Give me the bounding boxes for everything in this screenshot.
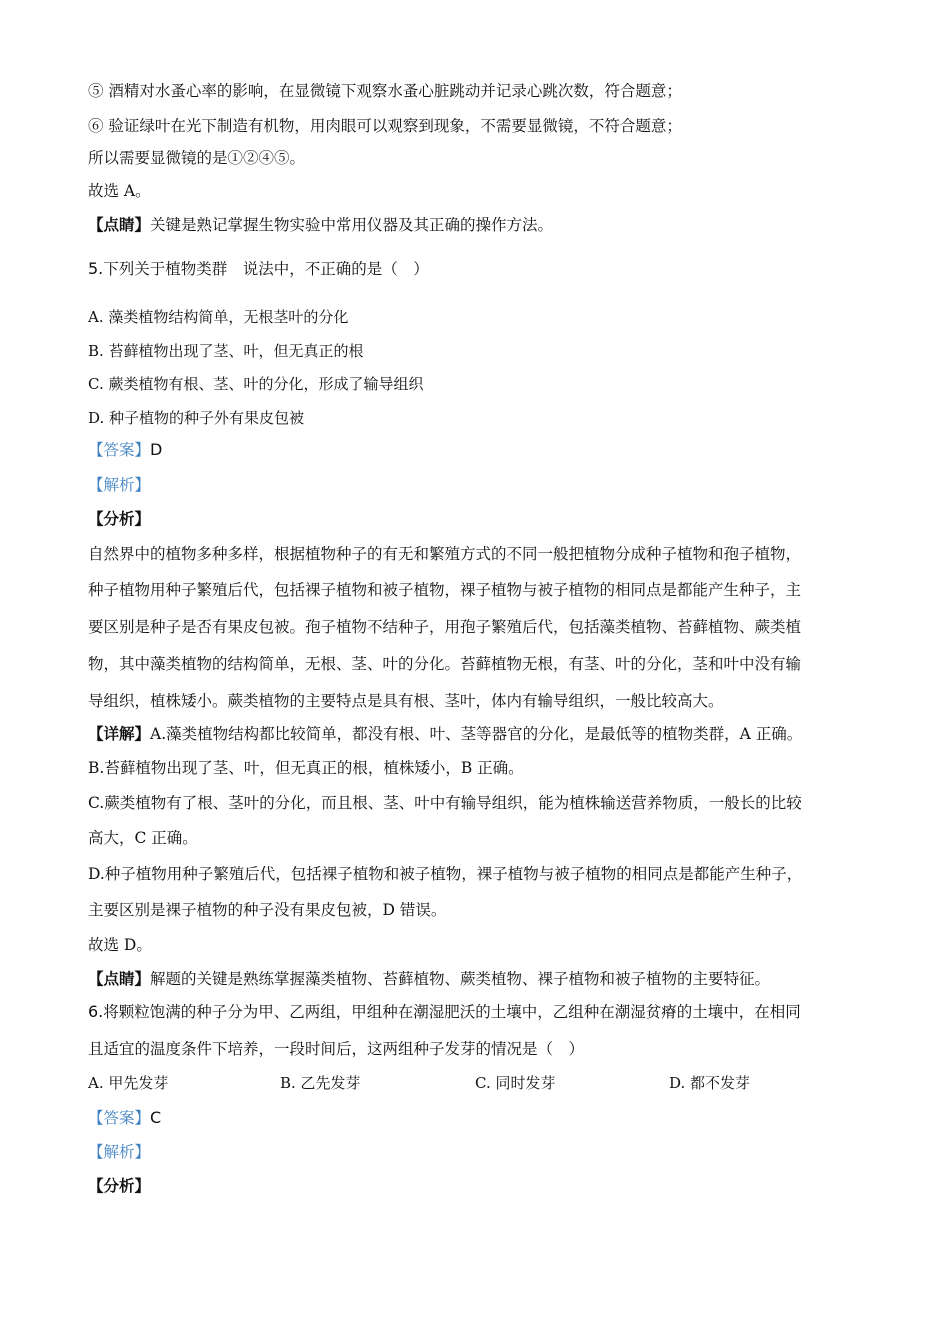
detail-paragraph xyxy=(88,723,910,745)
option-c: C. 同时发芽 xyxy=(475,1074,556,1092)
detail-line: 主要区别是裸子植物的种子没有果皮包被，D 错误。 xyxy=(88,901,447,919)
tip-text: 解题的关键是熟练掌握藻类植物、苔藓植物、蕨类植物、裸子植物和被子植物的主要特征。 xyxy=(150,970,771,988)
question-text-line: 且适宜的温度条件下培养，一段时间后，这两组种子发芽的情况是（ ） xyxy=(88,1040,585,1058)
option-d: D. 都不发芽 xyxy=(669,1074,751,1092)
detail-line: 高大，C 正确。 xyxy=(88,829,198,847)
question-5-stem xyxy=(88,258,910,280)
detail-label: 【详解】 xyxy=(88,724,151,743)
analysis-line: 要区别是种子是否有果皮包被。孢子植物不结种子，用孢子繁殖后代，包括藻类植物、苔藓植物、蕨类植 xyxy=(88,618,802,636)
question-text: 下列关于植物类群 说法中，不正确的是（ ） xyxy=(103,260,429,278)
answer-line xyxy=(88,1107,910,1129)
tip-label: 【点睛】 xyxy=(88,969,151,988)
fenxi-label: 【分析】 xyxy=(88,1176,151,1195)
question-text: 将颗粒饱满的种子分为甲、乙两组，甲组种在潮湿肥沃的土壤中，乙组种在潮湿贫瘠的土壤中，在相同 xyxy=(103,1003,801,1021)
analysis-line: 物，其中藻类植物的结构简单，无根、茎、叶的分化。苔藓植物无根，有茎、叶的分化，茎和叶中没有输 xyxy=(88,655,802,673)
analysis-line: 种子植物用种子繁殖后代，包括裸子植物和被子植物，裸子植物与被子植物的相同点是都能产生种子，主 xyxy=(88,581,802,599)
tip-label: 【点睛】 xyxy=(88,215,151,234)
analysis-line: 导组织，植株矮小。蕨类植物的主要特点是具有根、茎叶，体内有输导组织，一般比较高大。 xyxy=(88,692,724,710)
answer-label: 【答案】 xyxy=(88,1109,151,1127)
option-b: B. 乙先发芽 xyxy=(280,1074,361,1092)
option-a: A. 甲先发芽 xyxy=(88,1074,169,1092)
option-b: B. 苔藓植物出现了茎、叶，但无真正的根 xyxy=(88,342,364,360)
detail-text: A.藻类植物结构都比较简单，都没有根、叶、茎等器官的分化，是最低等的植物类群，A 正确。 xyxy=(150,725,803,743)
detail-line: B.苔藓植物出现了茎、叶，但无真正的根，植株矮小，B 正确。 xyxy=(88,759,524,777)
question-number: 6. xyxy=(88,1002,104,1021)
analysis-line: 自然界中的植物多种多样，根据植物种子的有无和繁殖方式的不同一般把植物分成种子植物和孢子植物， xyxy=(88,545,802,563)
question-number: 5. xyxy=(88,259,104,278)
option-c: C. 蕨类植物有根、茎、叶的分化，形成了输导组织 xyxy=(88,375,424,393)
paragraph-line: ⑥ 验证绿叶在光下制造有机物，用肉眼可以观察到现象，不需要显微镜，不符合题意； xyxy=(88,117,682,135)
tip-paragraph xyxy=(88,968,910,990)
answer-value: D xyxy=(150,440,163,459)
answer-line xyxy=(88,439,910,461)
option-a: A. 藻类植物结构简单，无根茎叶的分化 xyxy=(88,308,349,326)
options-row xyxy=(88,1072,910,1094)
jiexi-label: 【解析】 xyxy=(88,476,151,494)
tip-paragraph xyxy=(88,214,910,236)
question-6-stem xyxy=(88,1001,910,1023)
answer-label: 【答案】 xyxy=(88,441,151,459)
detail-line: 故选 D。 xyxy=(88,936,152,954)
detail-line: D.种子植物用种子繁殖后代，包括裸子植物和被子植物，裸子植物与被子植物的相同点是都能产生种子， xyxy=(88,865,803,883)
paragraph-line: ⑤ 酒精对水蚤心率的影响，在显微镜下观察水蚤心脏跳动并记录心跳次数，符合题意； xyxy=(88,82,682,100)
jiexi-label: 【解析】 xyxy=(88,1143,151,1161)
detail-line: C.蕨类植物有了根、茎叶的分化，而且根、茎、叶中有输导组织，能为植株输送营养物质，一般长的比较 xyxy=(88,794,802,812)
option-d: D. 种子植物的种子外有果皮包被 xyxy=(88,409,305,427)
paragraph-line: 所以需要显微镜的是①②④⑤。 xyxy=(88,149,306,167)
fenxi-label: 【分析】 xyxy=(88,509,151,528)
answer-value: C xyxy=(150,1108,162,1127)
paragraph-line: 故选 A。 xyxy=(88,182,151,200)
tip-text: 关键是熟记掌握生物实验中常用仪器及其正确的操作方法。 xyxy=(150,216,554,234)
